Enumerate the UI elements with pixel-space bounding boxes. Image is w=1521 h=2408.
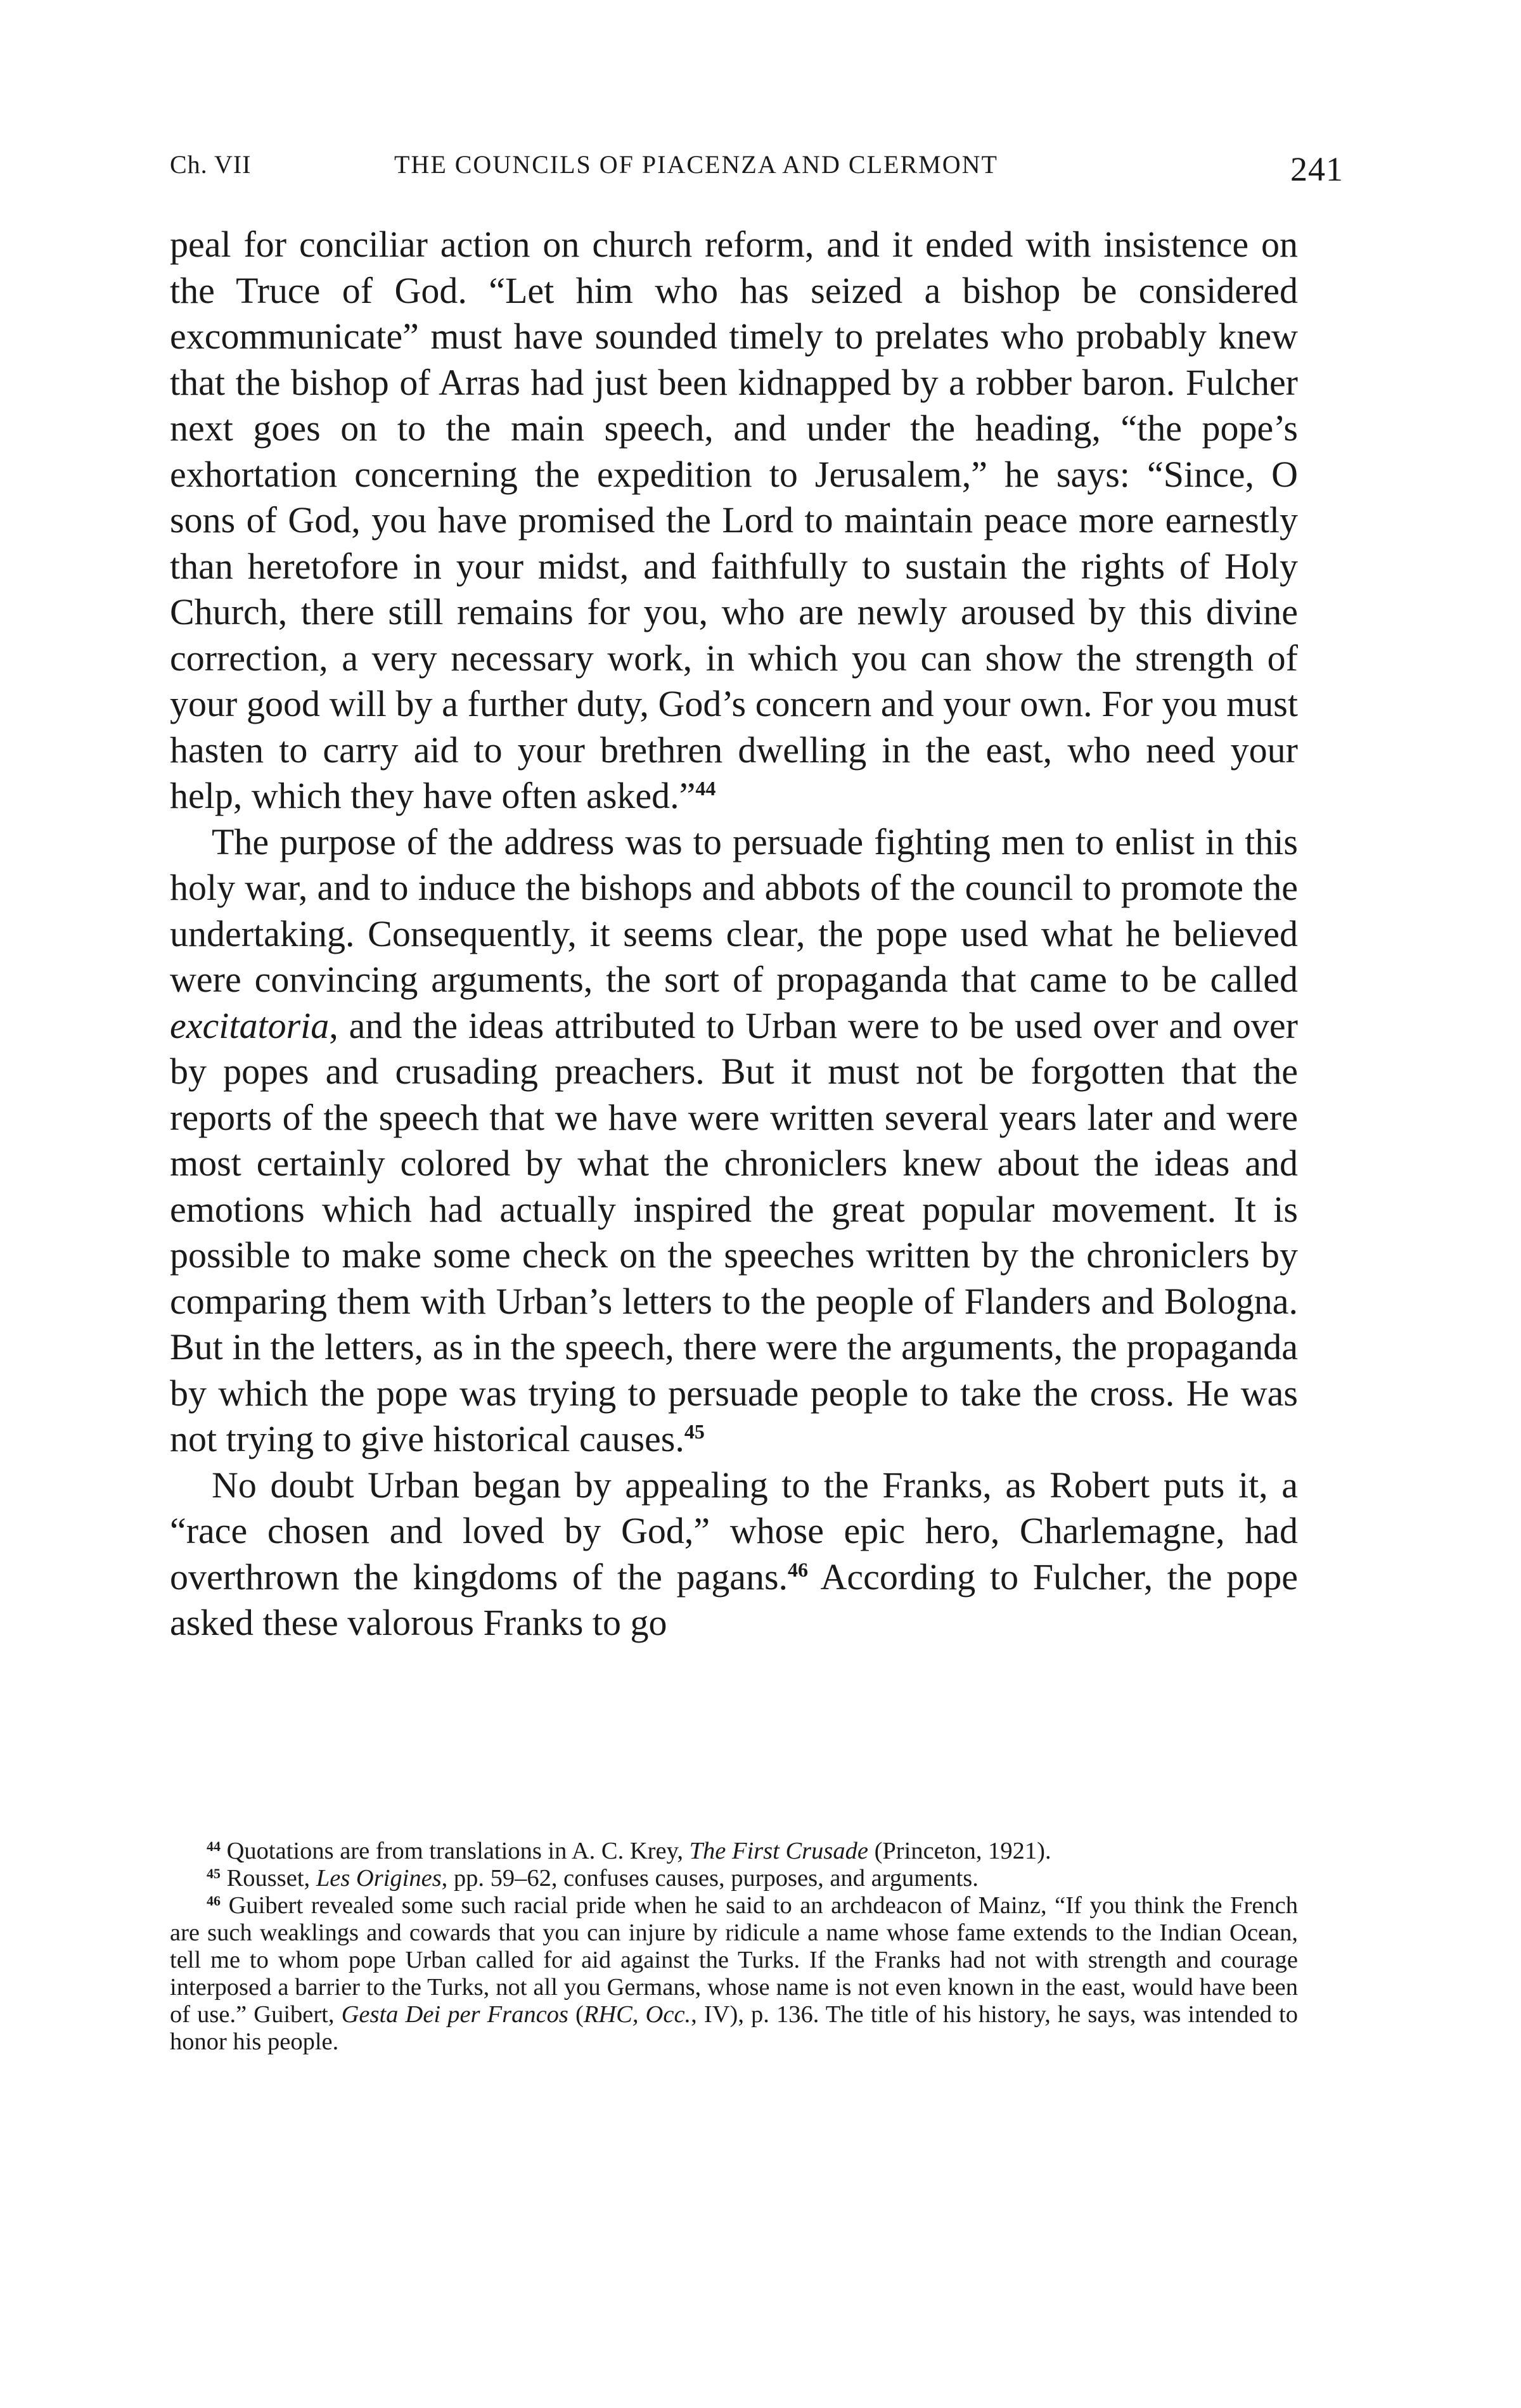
footnote-44-number: 44 xyxy=(207,1838,221,1854)
footnote-45 xyxy=(170,1865,1298,1892)
footnote-44 xyxy=(170,1838,1298,1865)
footnote-46-text-c: , IV), p. 136. The title of his history, he says, was intended to honor his people. xyxy=(170,2001,1299,2055)
footnote-ref-45: 45 xyxy=(684,1420,705,1443)
paragraph-1 xyxy=(170,222,1298,819)
paragraph-2 xyxy=(170,819,1298,1463)
footnote-46-title: Gesta Dei per Francos xyxy=(341,2001,568,2028)
paragraph-2-text-b: , and the ideas attributed to Urban were to be used over and over by popes and crusading preachers. But it must not be forgotten that the reports of the speech that we have were written several years later and were most certainly colored by what the chroniclers knew about the ideas and emotions which had actually inspired the great popular movement. It is possible to make some check on the speeches written by the chroniclers by comparing them with Urban’s letters to the people of Flanders and Bologna. But in the letters, as in the speech, there were the arguments, the propaganda by which the pope was trying to persuade people to take the cross. He was not trying to give historical causes. xyxy=(170,1004,1298,1459)
footnote-46-text-b: ( xyxy=(568,2001,584,2028)
footnote-44-text-b: (Princeton, 1921). xyxy=(868,1838,1051,1864)
footnote-46-number: 46 xyxy=(207,1893,221,1909)
paragraph-2-italic-term: excitatoria xyxy=(170,1004,330,1046)
chapter-label: Ch. VII xyxy=(170,150,252,179)
footnote-45-text-b: , pp. 59–62, confuses causes, purposes, and arguments. xyxy=(441,1865,979,1892)
running-head xyxy=(170,150,1344,194)
footnote-ref-46: 46 xyxy=(788,1558,809,1581)
chapter-title: THE COUNCILS OF PIACENZA AND CLERMONT xyxy=(394,150,998,179)
footnote-46 xyxy=(170,1892,1298,2056)
footnote-45-title: Les Origines xyxy=(316,1865,442,1892)
footnote-ref-44: 44 xyxy=(695,777,716,800)
paragraph-3-text-b: According to Fulcher, the pope asked these valorous Franks to go xyxy=(170,1556,1298,1643)
footnotes xyxy=(170,1838,1298,2056)
paragraph-3 xyxy=(170,1463,1298,1646)
main-text xyxy=(170,222,1298,1646)
paragraph-3-text-a: No doubt Urban began by appealing to the Franks, as Robert puts it, a “race chosen and loved by God,” whose epic hero, Charlemagne, had overthrown the kingdoms of the pagans. xyxy=(170,1464,1298,1598)
footnote-44-title: The First Crusade xyxy=(689,1838,868,1864)
paragraph-1-text: peal for conciliar action on church reform, and it ended with insistence on the Truce of God. “Let him who has seized a bishop be considered excommunicate” must have sounded timely to prelates who probably knew that the bishop of Arras had just been kidnapped by a robber baron. Fulcher next goes on to the main speech, and under the heading, “the pope’s exhortation concerning the expedition to Jerusalem,” he says: “Since, O sons of God, you have promised the Lord to maintain peace more earnestly than heretofore in your midst, and faithfully to sustain the rights of Holy Church, there still remains for you, who are newly aroused by this divine correction, a very necessary work, in which you can show the strength of your good will by a further duty, God’s concern and your own. For you must hasten to carry aid to your brethren dwelling in the east, who need your help, which they have often asked.” xyxy=(170,224,1298,816)
footnote-46-text-a: Guibert revealed some such racial pride when he said to an archdeacon of Mainz, “If you think the French are such weaklings and cowards that you can injure by ridicule a name whose fame extends to the Indian Ocean, tell me to whom pope Urban called for aid against the Turks. If the Franks had not with strength and courage interposed a barrier to the Turks, not all you Germans, whose name is not even known in the east, would have been of use.” Guibert, xyxy=(170,1892,1298,2028)
footnote-45-text-a: Rousset, xyxy=(221,1865,316,1892)
footnote-44-text-a: Quotations are from translations in A. C. Krey, xyxy=(221,1838,690,1864)
footnote-45-number: 45 xyxy=(207,1866,221,1881)
page-number: 241 xyxy=(1290,150,1344,188)
paragraph-2-text-a: The purpose of the address was to persuade fighting men to enlist in this holy war, and to induce the bishops and abbots of the council to promote the undertaking. Consequently, it seems clear, the pope used what he believed were convincing arguments, the sort of propaganda that came to be called xyxy=(170,821,1298,1000)
footnote-46-source: RHC, Occ. xyxy=(583,2001,691,2028)
